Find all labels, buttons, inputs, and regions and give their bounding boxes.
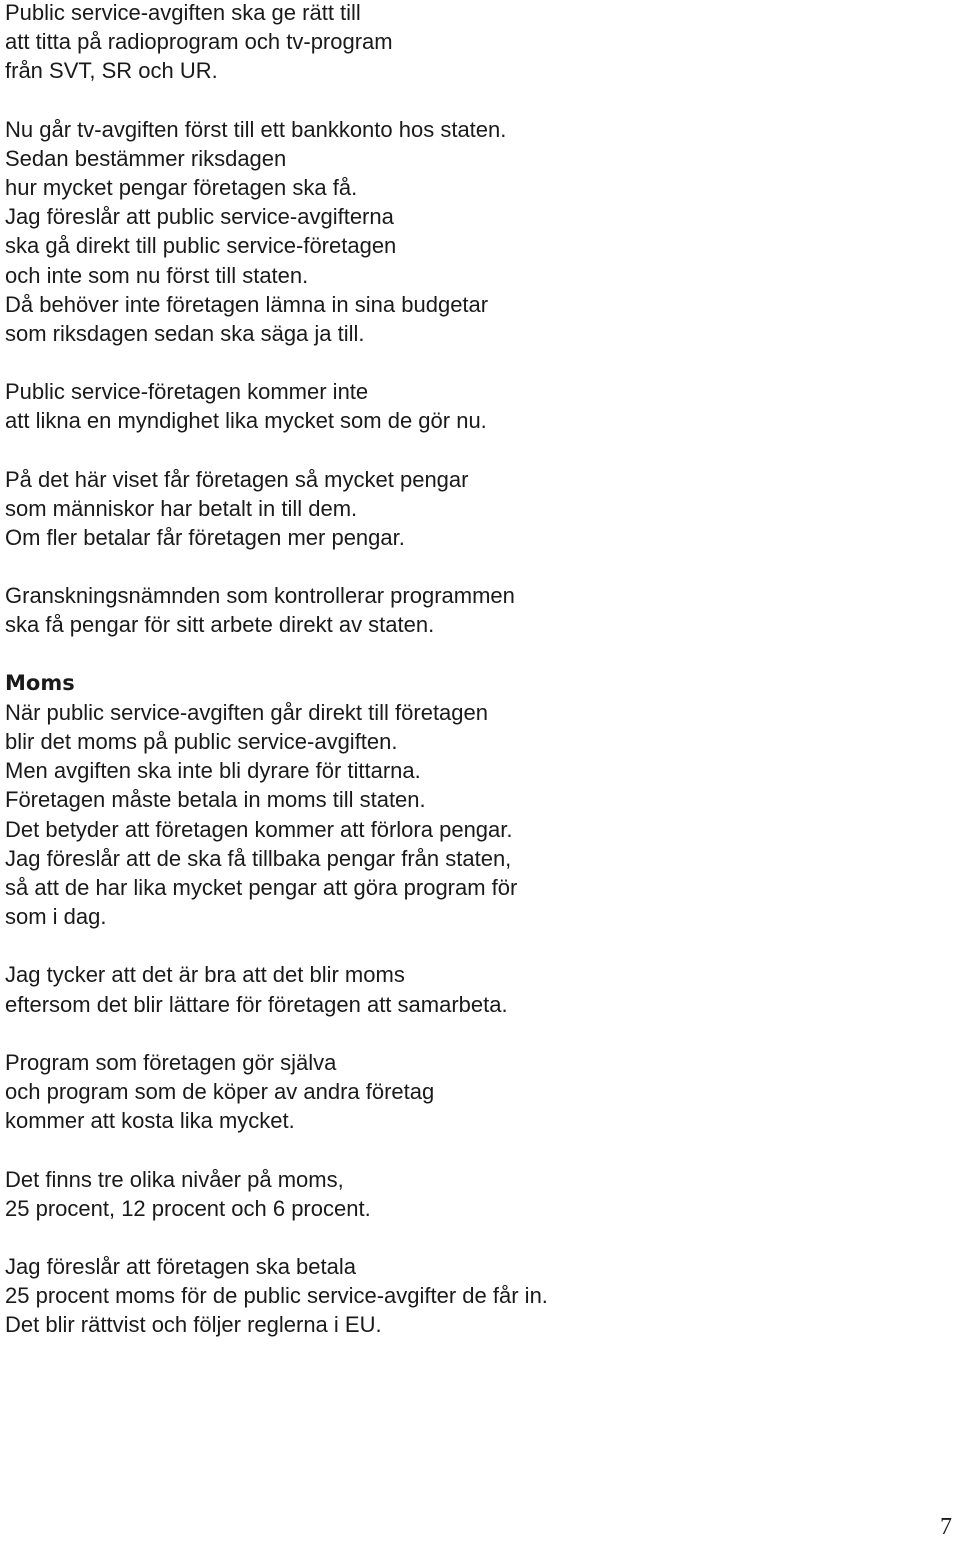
paragraph bbox=[5, 960, 945, 1018]
text-line: blir det moms på public service-avgiften. bbox=[5, 729, 398, 755]
text-line: Då behöver inte företagen lämna in sina budgetar bbox=[5, 291, 489, 317]
paragraph bbox=[5, 1165, 945, 1223]
text-line: Men avgiften ska inte bli dyrare för tittarna. bbox=[5, 758, 421, 784]
text-line: Det blir rättvist och följer reglerna i EU. bbox=[5, 1312, 382, 1338]
text-line: Jag tycker att det är bra att det blir moms bbox=[5, 962, 405, 988]
paragraph bbox=[5, 115, 945, 349]
text-line: Public service-avgiften ska ge rätt till bbox=[5, 0, 361, 25]
text-line: Det finns tre olika nivåer på moms, bbox=[5, 1166, 344, 1192]
text-line: att titta på radioprogram och tv-program bbox=[5, 29, 393, 55]
text-line: Nu går tv-avgiften först till ett bankkonto hos staten. bbox=[5, 116, 507, 142]
paragraph bbox=[5, 1252, 945, 1340]
text-line: eftersom det blir lättare för företagen att samarbeta. bbox=[5, 991, 508, 1017]
text-line: Jag föreslår att de ska få tillbaka pengar från staten, bbox=[5, 845, 512, 871]
document-page bbox=[5, 0, 945, 1369]
text-line: 25 procent, 12 procent och 6 procent. bbox=[5, 1195, 371, 1221]
paragraph bbox=[5, 581, 945, 639]
text-line: Jag föreslår att public service-avgifterna bbox=[5, 204, 394, 230]
paragraph bbox=[5, 377, 945, 435]
paragraph bbox=[5, 1048, 945, 1136]
text-line: På det här viset får företagen så mycket pengar bbox=[5, 466, 469, 492]
text-line: från SVT, SR och UR. bbox=[5, 58, 218, 84]
text-line: Om fler betalar får företagen mer pengar. bbox=[5, 525, 405, 551]
page-number: 7 bbox=[940, 1514, 952, 1540]
paragraph bbox=[5, 669, 945, 932]
paragraph bbox=[5, 465, 945, 553]
text-line: Företagen måste betala in moms till staten. bbox=[5, 787, 426, 813]
text-line: Public service-företagen kommer inte bbox=[5, 379, 369, 405]
text-line: som riksdagen sedan ska säga ja till. bbox=[5, 321, 365, 347]
text-line: Sedan bestämmer riksdagen bbox=[5, 145, 287, 171]
text-line: Jag föreslår att företagen ska betala bbox=[5, 1253, 356, 1279]
text-line: ska få pengar för sitt arbete direkt av staten. bbox=[5, 612, 435, 638]
body-text bbox=[5, 0, 945, 1340]
section-heading: Moms bbox=[5, 670, 75, 695]
text-line: som människor har betalt in till dem. bbox=[5, 495, 358, 521]
text-line: hur mycket pengar företagen ska få. bbox=[5, 175, 358, 201]
text-line: att likna en myndighet lika mycket som de gör nu. bbox=[5, 408, 487, 434]
text-line: och inte som nu först till staten. bbox=[5, 262, 309, 288]
text-line: så att de har lika mycket pengar att göra program för bbox=[5, 875, 518, 901]
text-line: och program som de köper av andra företag bbox=[5, 1079, 435, 1105]
text-line: Granskningsnämnden som kontrollerar programmen bbox=[5, 583, 515, 609]
paragraph bbox=[5, 0, 945, 86]
text-line: ska gå direkt till public service-företagen bbox=[5, 233, 397, 259]
text-line: som i dag. bbox=[5, 904, 107, 930]
text-line: Det betyder att företagen kommer att förlora pengar. bbox=[5, 816, 513, 842]
text-line: Program som företagen gör själva bbox=[5, 1049, 337, 1075]
text-line: När public service-avgiften går direkt till företagen bbox=[5, 699, 489, 725]
text-line: kommer att kosta lika mycket. bbox=[5, 1108, 295, 1134]
text-line: 25 procent moms för de public service-avgifter de får in. bbox=[5, 1283, 548, 1309]
